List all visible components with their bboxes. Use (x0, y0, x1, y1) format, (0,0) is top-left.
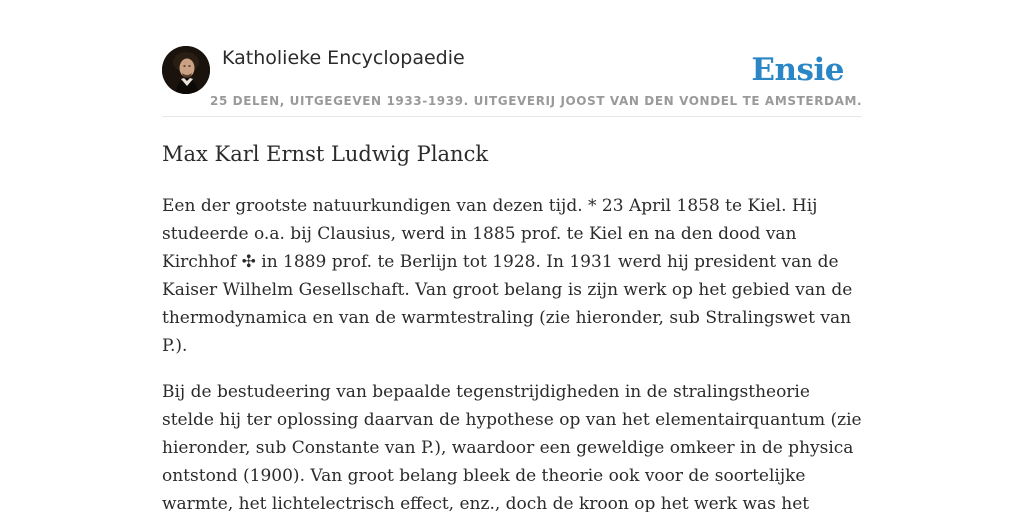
brand-logo[interactable]: Ensie (751, 52, 844, 88)
portrait-avatar-icon[interactable] (162, 46, 210, 94)
header (162, 46, 862, 117)
book-title[interactable]: Katholieke Encyclopaedie (222, 47, 465, 69)
article (162, 140, 867, 512)
article-title: Max Karl Ernst Ludwig Planck (162, 142, 489, 166)
article-paragraph: Bij de bestudeering van bepaalde tegenstrijdigheden in de stralingstheorie stelde hij ter oplossing daarvan de hypothese op van het elementairquantum (zie hieronder, sub Constante van P.), waardoor een geweldige omkeer in de physica ontstond (1900). Van groot belang bleek de theorie ook voor de soortelijke warmte, het lichtelectrisch effect, enz., doch de kroon op het werk was het (162, 382, 862, 512)
article-paragraph: Een der grootste natuurkundigen van dezen tijd. * 23 April 1858 te Kiel. Hij studeerde o.a. bij Clausius, werd in 1885 prof. te Kiel en na den dood van Kirchhof ✣ in 1889 prof. te Berlijn tot 1928. In 1931 werd hij president van de Kaiser Wilhelm Gesellschaft. Van groot belang is zijn werk op het gebied van de thermodynamica en van de warmtestraling (zie hieronder, sub Stralingswet van P.). (162, 196, 853, 356)
book-subtitle: 25 DELEN, UITGEGEVEN 1933-1939. UITGEVERIJ JOOST VAN DEN VONDEL TE AMSTERDAM. (210, 94, 863, 108)
